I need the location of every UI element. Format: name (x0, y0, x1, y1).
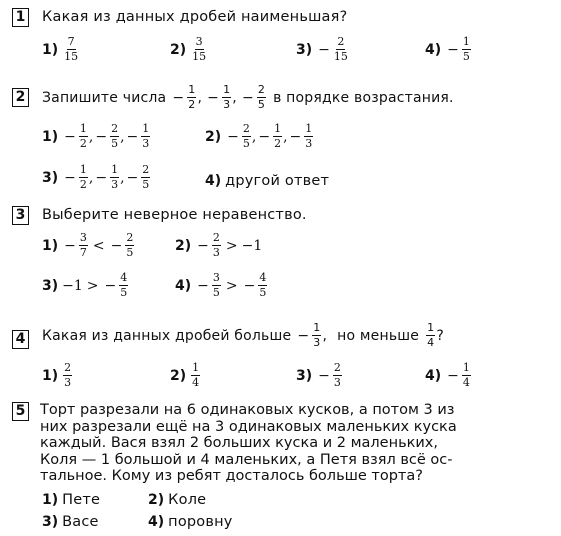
fraction: $\frac{1}{3}$ (223, 83, 231, 111)
fraction: $\frac{3}{7}$ (79, 231, 87, 259)
fraction: $\frac{2}{3}$ (212, 231, 220, 259)
task-1-option-1[interactable]: 1) $\frac{7}{15}$ (42, 35, 79, 63)
fraction: $\frac{1}{2}$ (274, 122, 282, 150)
fraction: $\frac{1}{3}$ (142, 122, 150, 150)
task-2-option-4[interactable]: 4) другой ответ (205, 173, 330, 189)
fraction: $\frac{4}{5}$ (120, 271, 128, 299)
fraction: $\frac{2}{3}$ (333, 361, 341, 389)
task-number-3: 3 (12, 206, 29, 225)
task-number-4: 4 (12, 330, 29, 349)
fraction: $\frac{2}{5}$ (142, 163, 150, 191)
fraction: $\frac{1}{4}$ (462, 361, 470, 389)
task-5-line: Торт разрезали на 6 одинаковых кусков, а потом 3 из (40, 402, 455, 418)
task-4-option-2[interactable]: 2) $\frac{1}{4}$ (170, 361, 200, 389)
fraction: $\frac{1}{3}$ (313, 321, 321, 349)
task-1-option-3[interactable]: 3) − $\frac{2}{15}$ (296, 35, 348, 63)
task-1-option-4[interactable]: 4) − $\frac{1}{5}$ (425, 35, 470, 63)
fraction: $\frac{2}{5}$ (242, 122, 250, 150)
fraction: $\frac{3}{15}$ (192, 35, 207, 63)
task-4-option-1[interactable]: 1) $\frac{2}{3}$ (42, 361, 72, 389)
task-3-option-4[interactable]: 4) − $\frac{3}{5}$ > − $\frac{4}{5}$ (175, 271, 267, 299)
fraction: $\frac{2}{15}$ (333, 35, 348, 63)
task-3-option-3[interactable]: 3) −1 > − $\frac{4}{5}$ (42, 271, 128, 299)
task-1-option-2[interactable]: 2) $\frac{3}{15}$ (170, 35, 207, 63)
fraction: $\frac{4}{5}$ (259, 271, 267, 299)
fraction: $\frac{3}{5}$ (212, 271, 220, 299)
task-4-question: Какая из данных дробей больше − $\frac{1}{3}$ , но меньше $\frac{1}{4}$ ? (42, 321, 444, 349)
task-number-5: 5 (12, 402, 29, 421)
fraction: $\frac{1}{4}$ (192, 361, 200, 389)
task-number-1: 1 (12, 8, 29, 27)
task-4-option-4[interactable]: 4) − $\frac{1}{4}$ (425, 361, 470, 389)
task-5-text (40, 402, 530, 485)
fraction: $\frac{1}{5}$ (462, 35, 470, 63)
fraction: $\frac{1}{2}$ (79, 163, 87, 191)
fraction: $\frac{1}{3}$ (111, 163, 119, 191)
fraction: $\frac{1}{2}$ (79, 122, 87, 150)
task-5-option-2[interactable]: 2) Коле (148, 492, 207, 508)
task-3-option-2[interactable]: 2) − $\frac{2}{3}$ > −1 (175, 231, 263, 259)
task-5-option-1[interactable]: 1) Пете (42, 492, 101, 508)
fraction: $\frac{1}{2}$ (188, 83, 196, 111)
task-5-line: тальное. Кому из ребят досталось больше торта? (40, 468, 423, 484)
task-5-option-4[interactable]: 4) поровну (148, 514, 233, 530)
task-5-line: Коля — 1 большой и 4 маленьких, а Петя взял всё ос- (40, 451, 453, 468)
task-3-question: Выберите неверное неравенство. (42, 207, 307, 223)
task-2-option-3[interactable]: 3) − $\frac{1}{2}$ , − $\frac{1}{3}$ , − $\frac{2}{5}$ (42, 163, 150, 191)
task-2-question: Запишите числа − $\frac{1}{2}$ , − $\frac{1}{3}$ , − $\frac{2}{5}$ в порядке возрастания. (42, 83, 454, 111)
fraction: $\frac{1}{4}$ (427, 321, 435, 349)
fraction: $\frac{2}{3}$ (64, 361, 72, 389)
task-5-line: них разрезали ещё на 3 одинаковых маленьких куска (40, 418, 457, 435)
task-1-question: Какая из данных дробей наименьшая? (42, 9, 348, 25)
task-3-option-1[interactable]: 1) − $\frac{3}{7}$ < − $\frac{2}{5}$ (42, 231, 134, 259)
fraction: $\frac{7}{15}$ (64, 35, 79, 63)
task-2-option-2[interactable]: 2) − $\frac{2}{5}$ , − $\frac{1}{2}$ , − $\frac{1}{3}$ (205, 122, 313, 150)
task-5-option-3[interactable]: 3) Васе (42, 514, 99, 530)
task-5-line: каждый. Вася взял 2 больших куска и 2 маленьких, (40, 435, 438, 451)
task-2-option-1[interactable]: 1) − $\frac{1}{2}$ , − $\frac{2}{5}$ , − $\frac{1}{3}$ (42, 122, 150, 150)
fraction: $\frac{2}{5}$ (257, 83, 266, 111)
fraction: $\frac{1}{3}$ (305, 122, 313, 150)
task-4-option-3[interactable]: 3) − $\frac{2}{3}$ (296, 361, 341, 389)
fraction: $\frac{2}{5}$ (126, 231, 134, 259)
task-number-2: 2 (12, 88, 29, 107)
fraction: $\frac{2}{5}$ (111, 122, 119, 150)
